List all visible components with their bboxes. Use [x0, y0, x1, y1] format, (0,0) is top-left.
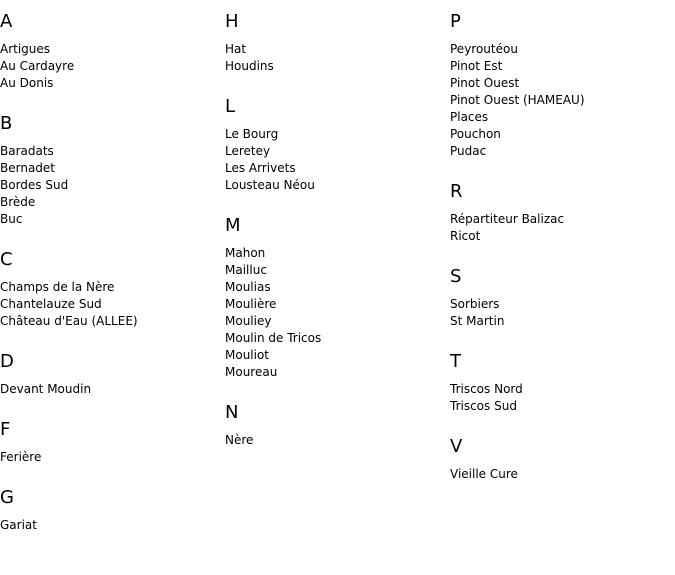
- letter-group: [0, 11, 220, 92]
- place-list: [0, 143, 220, 228]
- place-link[interactable]: Moureau: [225, 365, 278, 379]
- letter-group: [0, 487, 220, 534]
- place-link[interactable]: Ricot: [450, 229, 481, 243]
- place-link[interactable]: Pinot Ouest (HAMEAU): [450, 93, 585, 107]
- letter-heading: T: [450, 351, 461, 372]
- index-column-2: [225, 0, 445, 449]
- place-link[interactable]: Champs de la Nère: [0, 280, 115, 294]
- place-list: [0, 449, 220, 466]
- place-link[interactable]: Moulias: [225, 280, 271, 294]
- place-link[interactable]: Devant Moudin: [0, 382, 92, 396]
- place-link[interactable]: Moulière: [225, 297, 277, 311]
- letter-heading: G: [0, 487, 14, 508]
- place-link[interactable]: Bordes Sud: [0, 178, 69, 192]
- letter-group: [450, 351, 670, 415]
- place-list: [225, 245, 445, 381]
- place-list: [0, 517, 220, 534]
- place-link[interactable]: Triscos Sud: [450, 399, 517, 413]
- letter-group: [225, 215, 445, 381]
- place-list: [0, 279, 220, 330]
- place-link[interactable]: Pouchon: [450, 127, 501, 141]
- place-link[interactable]: St Martin: [450, 314, 505, 328]
- letter-heading: V: [450, 436, 463, 457]
- place-list: [450, 381, 670, 415]
- place-link[interactable]: Houdins: [225, 59, 274, 73]
- letter-heading: D: [0, 351, 14, 372]
- place-link[interactable]: Brède: [0, 195, 36, 209]
- letter-heading: S: [450, 266, 462, 287]
- place-list: [450, 296, 670, 330]
- letter-group: [0, 419, 220, 466]
- place-link[interactable]: Triscos Nord: [450, 382, 523, 396]
- place-link[interactable]: Pudac: [450, 144, 487, 158]
- place-link[interactable]: Le Bourg: [225, 127, 279, 141]
- letter-group: [225, 96, 445, 194]
- place-link[interactable]: Moulin de Tricos: [225, 331, 322, 345]
- letter-group: [0, 249, 220, 330]
- index-column-3: [450, 0, 670, 483]
- place-link[interactable]: Vieille Cure: [450, 467, 518, 481]
- letter-group: [225, 402, 445, 449]
- letter-group: [450, 266, 670, 330]
- place-list: [225, 41, 445, 75]
- place-link[interactable]: Mailluc: [225, 263, 267, 277]
- place-link[interactable]: Nère: [225, 433, 254, 447]
- place-link[interactable]: Mouliey: [225, 314, 272, 328]
- place-link[interactable]: Château d'Eau (ALLEE): [0, 314, 138, 328]
- place-link[interactable]: Sorbiers: [450, 297, 500, 311]
- place-link[interactable]: Lousteau Néou: [225, 178, 315, 192]
- letter-heading: L: [225, 96, 236, 117]
- letter-group: [450, 436, 670, 483]
- letter-group: [450, 181, 670, 245]
- letter-group: [0, 351, 220, 398]
- letter-heading: A: [0, 11, 13, 32]
- place-link[interactable]: Ferière: [0, 450, 42, 464]
- letter-heading: M: [225, 215, 241, 236]
- letter-group: [225, 11, 445, 75]
- place-link[interactable]: Bernadet: [0, 161, 56, 175]
- place-list: [450, 211, 670, 245]
- place-link[interactable]: Gariat: [0, 518, 37, 532]
- place-link[interactable]: Hat: [225, 42, 247, 56]
- letter-heading: R: [450, 181, 463, 202]
- letter-heading: P: [450, 11, 461, 32]
- place-link[interactable]: Pinot Ouest: [450, 76, 520, 90]
- letter-heading: H: [225, 11, 239, 32]
- place-link[interactable]: Pinot Est: [450, 59, 503, 73]
- letter-group: [450, 11, 670, 160]
- place-link[interactable]: Baradats: [0, 144, 54, 158]
- place-link[interactable]: Chantelauze Sud: [0, 297, 102, 311]
- place-list: [225, 432, 445, 449]
- letter-group: [0, 113, 220, 228]
- place-list: [0, 41, 220, 92]
- letter-heading: C: [0, 249, 13, 270]
- letter-heading: B: [0, 113, 13, 134]
- place-list: [0, 381, 220, 398]
- place-link[interactable]: Les Arrivets: [225, 161, 296, 175]
- place-list: [225, 126, 445, 194]
- place-link[interactable]: Peyroutéou: [450, 42, 518, 56]
- index-column-1: [0, 0, 220, 534]
- place-link[interactable]: Au Cardayre: [0, 59, 75, 73]
- letter-heading: F: [0, 419, 11, 440]
- place-list: [450, 466, 670, 483]
- place-link[interactable]: Mouliot: [225, 348, 270, 362]
- letter-heading: N: [225, 402, 239, 423]
- place-link[interactable]: Places: [450, 110, 489, 124]
- place-link[interactable]: Leretey: [225, 144, 271, 158]
- place-list: [450, 41, 670, 160]
- place-link[interactable]: Mahon: [225, 246, 266, 260]
- place-link[interactable]: Buc: [0, 212, 23, 226]
- place-link[interactable]: Artigues: [0, 42, 51, 56]
- place-link[interactable]: Répartiteur Balizac: [450, 212, 565, 226]
- place-link[interactable]: Au Donis: [0, 76, 54, 90]
